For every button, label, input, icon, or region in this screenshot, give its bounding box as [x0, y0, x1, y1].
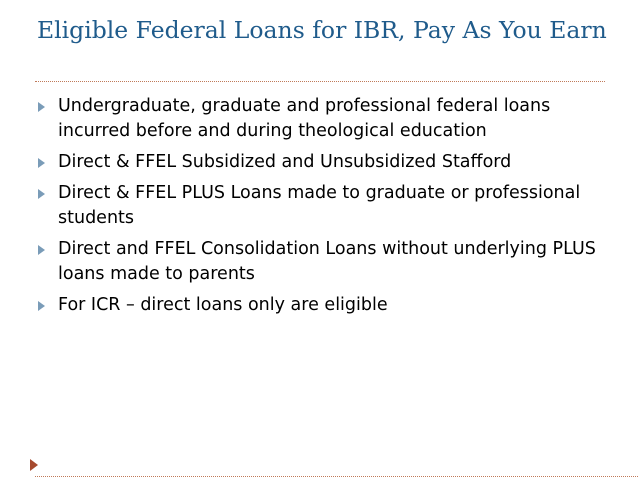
bullet-text: Direct and FFEL Consolidation Loans without underlying PLUS loans made to parents: [58, 239, 596, 284]
bullet-item: [0, 293, 638, 318]
bullet-list: [0, 94, 638, 324]
bullet-text: Direct & FFEL PLUS Loans made to graduate or professional students: [58, 183, 581, 228]
bullet-text: Undergraduate, graduate and professional federal loans incurred before and during theological education: [58, 96, 551, 141]
triangle-bullet-icon: [38, 245, 45, 255]
triangle-bullet-icon: [38, 102, 45, 112]
footer-divider: [35, 476, 638, 477]
slide-title: Eligible Federal Loans for IBR, Pay As You Earn: [37, 16, 607, 44]
triangle-bullet-icon: [38, 301, 45, 311]
bullet-item: [0, 150, 638, 175]
bullet-item: [0, 181, 638, 231]
title-divider: [35, 81, 605, 82]
triangle-marker-icon: [30, 459, 38, 471]
bullet-text: For ICR – direct loans only are eligible: [58, 295, 388, 315]
triangle-bullet-icon: [38, 189, 45, 199]
bullet-item: [0, 94, 638, 144]
bullet-item: [0, 237, 638, 287]
triangle-bullet-icon: [38, 158, 45, 168]
bullet-text: Direct & FFEL Subsidized and Unsubsidized Stafford: [58, 152, 512, 172]
